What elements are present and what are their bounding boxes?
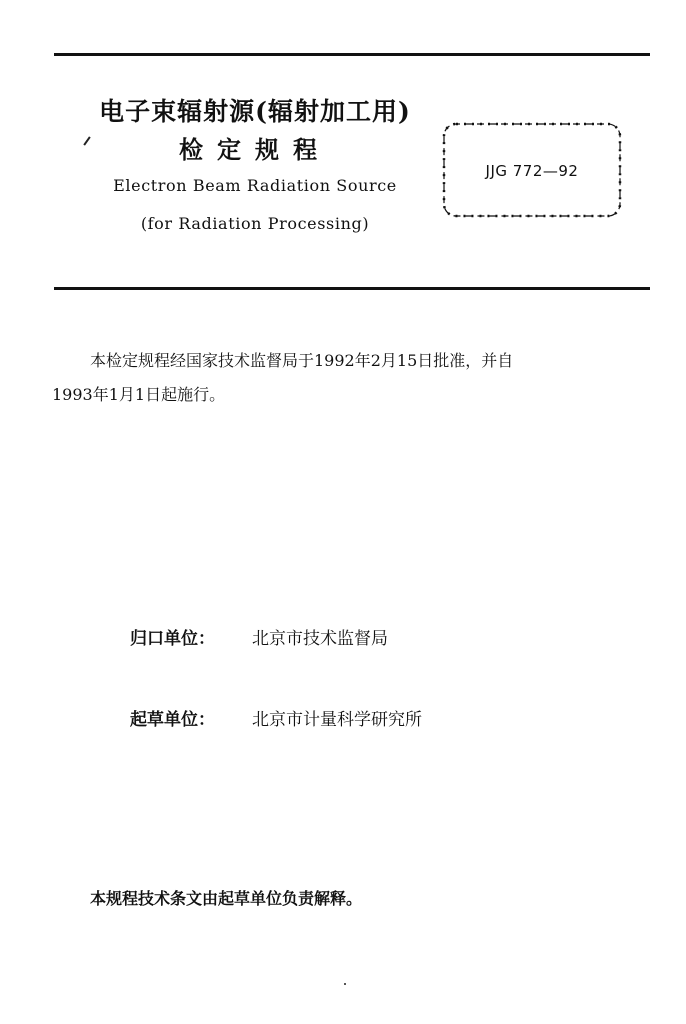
title-english-line1: Electron Beam Radiation Source xyxy=(113,176,397,195)
drafting-unit-value: 北京市计量科学研究所 xyxy=(252,710,422,730)
title-chinese-subtitle: 检定规程 xyxy=(179,135,331,164)
title-chinese: 电子束辐射源(辐射加工用) xyxy=(99,97,411,126)
approval-statement-line1: 本检定规程经国家技术监督局于1992年2月15日批准，并自 xyxy=(90,351,514,370)
bottom-rule xyxy=(54,287,650,290)
title-english-line2: (for Radiation Processing) xyxy=(140,214,370,233)
page-mark xyxy=(344,983,346,985)
responsible-unit-value: 北京市技术监督局 xyxy=(252,629,388,649)
drafting-unit-label: 起草单位： xyxy=(130,710,215,730)
approval-statement-line2: 1993年1月1日起施行。 xyxy=(52,385,226,404)
standard-code-box xyxy=(438,118,626,222)
drafting-unit-row xyxy=(130,705,422,730)
standard-code: JJG 772—92 xyxy=(485,162,579,180)
responsible-unit-label: 归口单位： xyxy=(130,629,215,649)
interpretation-note: 本规程技术条文由起草单位负责解释。 xyxy=(90,889,363,908)
top-rule xyxy=(54,53,650,56)
responsible-unit-row xyxy=(130,624,388,649)
